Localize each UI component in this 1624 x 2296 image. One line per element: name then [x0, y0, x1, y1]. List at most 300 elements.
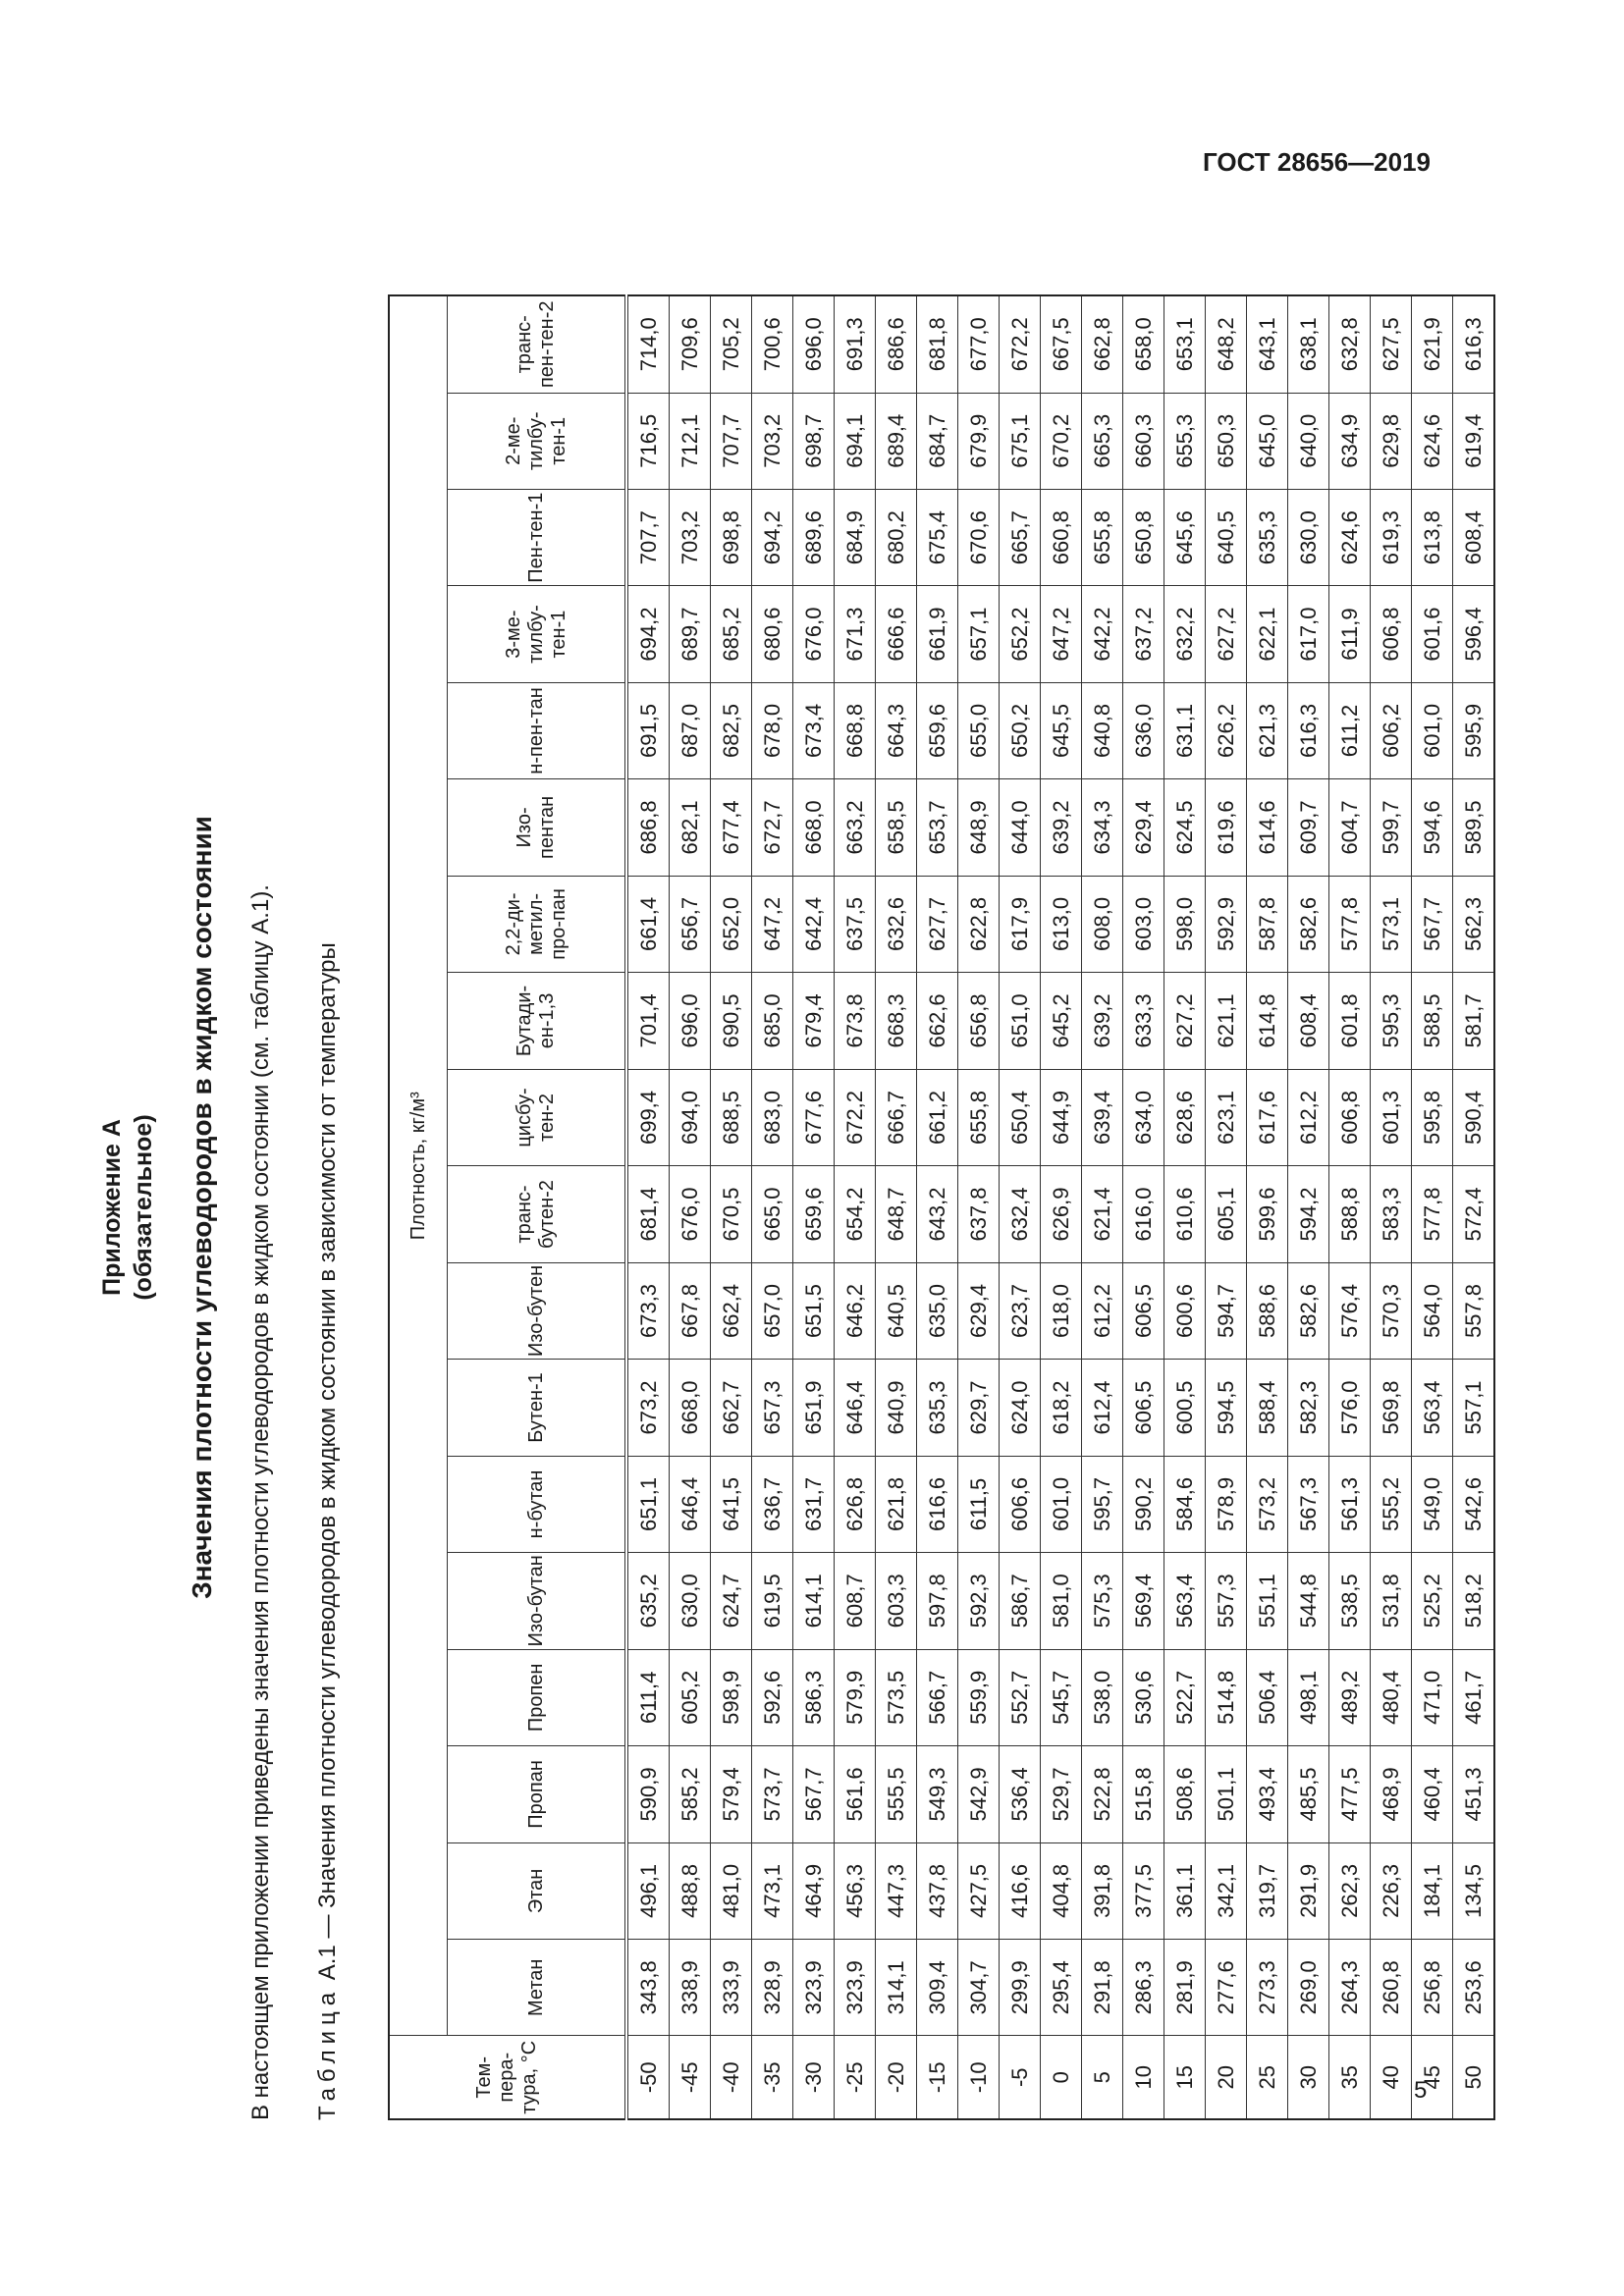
density-cell: 681,4	[626, 1166, 670, 1263]
density-cell: 361,1	[1164, 1842, 1206, 1939]
density-cell: 588,6	[1247, 1262, 1288, 1359]
temperature-cell: -45	[670, 2036, 711, 2119]
temperature-cell: -5	[1000, 2036, 1041, 2119]
density-cell: 629,8	[1371, 393, 1412, 489]
temperature-cell: -20	[876, 2036, 917, 2119]
density-cell: 184,1	[1412, 1842, 1453, 1939]
density-cell: 672,2	[835, 1069, 876, 1165]
density-cell: 655,8	[1082, 489, 1123, 585]
density-cell: 612,4	[1082, 1360, 1123, 1457]
density-cell: 614,8	[1247, 973, 1288, 1070]
density-cell: 687,0	[670, 682, 711, 778]
density-cell: 639,2	[1041, 779, 1082, 877]
density-cell: 608,0	[1082, 876, 1123, 972]
density-cell: 691,3	[835, 295, 876, 393]
density-cell: 134,5	[1453, 1842, 1495, 1939]
density-cell: 634,3	[1082, 779, 1123, 877]
density-cell: 671,3	[835, 586, 876, 682]
density-cell: 665,0	[752, 1166, 793, 1263]
density-cell: 673,8	[835, 973, 876, 1070]
density-cell: 555,2	[1371, 1456, 1412, 1552]
density-cell: 599,7	[1371, 779, 1412, 877]
temperature-cell: -40	[711, 2036, 752, 2119]
density-cell: 629,7	[958, 1360, 1000, 1457]
density-cell: 581,0	[1041, 1553, 1082, 1649]
density-cell: 624,6	[1329, 489, 1371, 585]
density-cell: 650,4	[1000, 1069, 1041, 1165]
density-cell: 600,5	[1164, 1360, 1206, 1457]
table-row	[1000, 295, 1041, 2119]
density-cell: 569,4	[1123, 1553, 1164, 1649]
density-cell: 613,8	[1412, 489, 1453, 585]
density-cell: 557,3	[1206, 1553, 1247, 1649]
density-cell: 651,9	[793, 1360, 835, 1457]
density-cell: 477,5	[1329, 1746, 1371, 1843]
density-cell: 514,8	[1206, 1649, 1247, 1746]
density-cell: 468,9	[1371, 1746, 1412, 1843]
column-header: Метан	[448, 1940, 627, 2036]
temperature-cell: -10	[958, 2036, 1000, 2119]
density-cell: 661,4	[626, 876, 670, 972]
density-cell: 343,8	[626, 1940, 670, 2036]
density-cell: 648,2	[1206, 295, 1247, 393]
density-cell: 614,6	[1247, 779, 1288, 877]
density-cell: 595,8	[1412, 1069, 1453, 1165]
density-cell: 291,8	[1082, 1940, 1123, 2036]
density-cell: 613,0	[1041, 876, 1082, 972]
density-cell: 634,9	[1329, 393, 1371, 489]
density-cell: 404,8	[1041, 1842, 1082, 1939]
density-cell: 588,5	[1412, 973, 1453, 1070]
density-cell: 694,2	[626, 586, 670, 682]
density-cell: 626,9	[1041, 1166, 1082, 1263]
table-row	[917, 295, 958, 2119]
density-cell: 590,2	[1123, 1456, 1164, 1552]
column-header: 2-ме-тилбу-тен-1	[448, 393, 627, 489]
density-cell: 690,5	[711, 973, 752, 1070]
density-cell: 309,4	[917, 1940, 958, 2036]
density-cell: 590,4	[1453, 1069, 1495, 1165]
density-cell: 323,9	[835, 1940, 876, 2036]
density-cell: 464,9	[793, 1842, 835, 1939]
density-cell: 338,9	[670, 1940, 711, 2036]
density-cell: 616,6	[917, 1456, 958, 1552]
density-cell: 655,8	[958, 1069, 1000, 1165]
density-cell: 333,9	[711, 1940, 752, 2036]
density-cell: 648,9	[958, 779, 1000, 877]
density-cell: 684,7	[917, 393, 958, 489]
density-cell: 588,4	[1247, 1360, 1288, 1457]
density-cell: 578,9	[1206, 1456, 1247, 1552]
density-cell: 596,4	[1453, 586, 1495, 682]
density-cell: 564,0	[1412, 1262, 1453, 1359]
density-cell: 542,6	[1453, 1456, 1495, 1552]
density-cell: 703,2	[752, 393, 793, 489]
density-cell: 573,5	[876, 1649, 917, 1746]
temperature-cell: 40	[1371, 2036, 1412, 2119]
density-cell: 630,0	[1288, 489, 1329, 585]
density-cell: 538,5	[1329, 1553, 1371, 1649]
density-cell: 586,7	[1000, 1553, 1041, 1649]
density-cell: 668,3	[876, 973, 917, 1070]
density-cell: 657,0	[752, 1262, 793, 1359]
density-cell: 635,0	[917, 1262, 958, 1359]
density-cell: 662,8	[1082, 295, 1123, 393]
density-cell: 606,8	[1329, 1069, 1371, 1165]
table-row	[1453, 295, 1495, 2119]
density-cell: 545,7	[1041, 1649, 1082, 1746]
column-header: Пропан	[448, 1746, 627, 1843]
column-header: Пропен	[448, 1649, 627, 1746]
density-cell: 437,8	[917, 1842, 958, 1939]
density-cell: 676,0	[670, 1166, 711, 1263]
density-cell: 677,6	[793, 1069, 835, 1165]
column-header: Изо-пентан	[448, 779, 627, 877]
density-cell: 488,8	[670, 1842, 711, 1939]
density-cell: 589,5	[1453, 779, 1495, 877]
column-header: Изо-бутан	[448, 1553, 627, 1649]
density-cell: 304,7	[958, 1940, 1000, 2036]
density-cell: 586,3	[793, 1649, 835, 1746]
density-cell: 696,0	[670, 973, 711, 1070]
density-cell: 680,2	[876, 489, 917, 585]
density-cell: 689,4	[876, 393, 917, 489]
density-cell: 576,4	[1329, 1262, 1371, 1359]
density-cell: 662,4	[711, 1262, 752, 1359]
density-cell: 323,9	[793, 1940, 835, 2036]
density-cell: 682,1	[670, 779, 711, 877]
temperature-cell: -15	[917, 2036, 958, 2119]
density-cell: 590,9	[626, 1746, 670, 1843]
density-cell: 585,2	[670, 1746, 711, 1843]
density-cell: 623,7	[1000, 1262, 1041, 1359]
density-cell: 627,2	[1206, 586, 1247, 682]
density-cell: 640,5	[876, 1262, 917, 1359]
density-cell: 701,4	[626, 973, 670, 1070]
density-cell: 226,3	[1371, 1842, 1412, 1939]
density-cell: 391,8	[1082, 1842, 1123, 1939]
density-cell: 659,6	[917, 682, 958, 778]
density-cell: 670,5	[711, 1166, 752, 1263]
density-cell: 689,6	[793, 489, 835, 585]
density-cell: 253,6	[1453, 1940, 1495, 2036]
density-cell: 549,3	[917, 1746, 958, 1843]
density-cell: 601,3	[1371, 1069, 1412, 1165]
density-cell: 471,0	[1412, 1649, 1453, 1746]
temperature-cell: 10	[1123, 2036, 1164, 2119]
density-cell: 579,9	[835, 1649, 876, 1746]
density-cell: 651,1	[626, 1456, 670, 1552]
density-cell: 522,8	[1082, 1746, 1123, 1843]
density-cell: 557,1	[1453, 1360, 1495, 1457]
density-cell: 264,3	[1329, 1940, 1371, 2036]
density-cell: 555,5	[876, 1746, 917, 1843]
density-cell: 664,3	[876, 682, 917, 778]
density-cell: 601,8	[1329, 973, 1371, 1070]
density-cell: 377,5	[1123, 1842, 1164, 1939]
density-cell: 688,5	[711, 1069, 752, 1165]
density-cell: 699,4	[626, 1069, 670, 1165]
column-header: Этан	[448, 1842, 627, 1939]
density-cell: 707,7	[711, 393, 752, 489]
table-row	[1329, 295, 1371, 2119]
density-cell: 481,0	[711, 1842, 752, 1939]
density-cell: 636,7	[752, 1456, 793, 1552]
density-cell: 694,0	[670, 1069, 711, 1165]
density-cell: 572,4	[1453, 1166, 1495, 1263]
density-cell: 612,2	[1082, 1262, 1123, 1359]
density-cell: 716,5	[626, 393, 670, 489]
density-cell: 617,9	[1000, 876, 1041, 972]
density-cell: 662,7	[711, 1360, 752, 1457]
density-cell: 621,8	[876, 1456, 917, 1552]
density-cell: 668,8	[835, 682, 876, 778]
column-header: 2,2-ди-метил-про-пан	[448, 876, 627, 972]
density-cell: 273,3	[1247, 1940, 1288, 2036]
density-cell: 648,7	[876, 1166, 917, 1263]
temperature-cell: 5	[1082, 2036, 1123, 2119]
page-number: 5	[1414, 2077, 1428, 2104]
density-cell: 691,5	[626, 682, 670, 778]
density-cell: 552,7	[1000, 1649, 1041, 1746]
density-cell: 542,9	[958, 1746, 1000, 1843]
density-cell: 525,2	[1412, 1553, 1453, 1649]
density-cell: 286,3	[1123, 1940, 1164, 2036]
density-cell: 650,3	[1206, 393, 1247, 489]
density-cell: 576,0	[1329, 1360, 1371, 1457]
density-cell: 675,1	[1000, 393, 1041, 489]
density-cell: 650,8	[1123, 489, 1164, 585]
density-cell: 626,8	[835, 1456, 876, 1552]
density-cell: 673,3	[626, 1262, 670, 1359]
density-cell: 685,2	[711, 586, 752, 682]
density-cell: 647,2	[752, 876, 793, 972]
density-cell: 631,1	[1164, 682, 1206, 778]
density-cell: 314,1	[876, 1940, 917, 2036]
table-caption-text: А.1 — Значения плотности углеводородов в жидком состоянии в зависимости от температуры	[314, 942, 341, 1987]
density-cell: 581,7	[1453, 973, 1495, 1070]
temperature-cell: 45	[1412, 2036, 1453, 2119]
density-cell: 496,1	[626, 1842, 670, 1939]
density-cell: 673,4	[793, 682, 835, 778]
density-cell: 577,8	[1412, 1166, 1453, 1263]
density-cell: 651,0	[1000, 973, 1041, 1070]
rotated-page-content	[98, 294, 1486, 2120]
density-cell: 635,3	[1247, 489, 1288, 585]
column-header: н-пен-тан	[448, 682, 627, 778]
density-cell: 679,4	[793, 973, 835, 1070]
density-cell: 642,2	[1082, 586, 1123, 682]
table-row	[958, 295, 1000, 2119]
density-cell: 608,7	[835, 1553, 876, 1649]
density-cell: 567,3	[1288, 1456, 1329, 1552]
density-cell: 657,1	[958, 586, 1000, 682]
density-cell: 668,0	[670, 1360, 711, 1457]
density-cell: 645,0	[1247, 393, 1288, 489]
density-cell: 639,2	[1082, 973, 1123, 1070]
density-cell: 635,2	[626, 1553, 670, 1649]
density-cell: 567,7	[793, 1746, 835, 1843]
density-cell: 562,3	[1453, 876, 1495, 972]
temperature-cell: 50	[1453, 2036, 1495, 2119]
density-cell: 619,3	[1371, 489, 1412, 585]
density-cell: 672,7	[752, 779, 793, 877]
table-row	[1288, 295, 1329, 2119]
table-row	[835, 295, 876, 2119]
density-cell: 603,0	[1123, 876, 1164, 972]
density-cell: 652,2	[1000, 586, 1041, 682]
density-cell: 501,1	[1206, 1746, 1247, 1843]
density-cell: 597,8	[917, 1553, 958, 1649]
density-cell: 262,3	[1329, 1842, 1371, 1939]
density-cell: 587,8	[1247, 876, 1288, 972]
density-cell: 686,8	[626, 779, 670, 877]
temperature-cell: -35	[752, 2036, 793, 2119]
temperature-header: Тем-пера-тура, °С	[389, 2036, 626, 2119]
density-cell: 632,8	[1329, 295, 1371, 393]
density-cell: 611,2	[1329, 682, 1371, 778]
temperature-cell: 20	[1206, 2036, 1247, 2119]
density-cell: 623,1	[1206, 1069, 1247, 1165]
density-cell: 632,2	[1164, 586, 1206, 682]
density-cell: 700,6	[752, 295, 793, 393]
density-cell: 696,0	[793, 295, 835, 393]
density-cell: 618,2	[1041, 1360, 1082, 1457]
density-cell: 451,3	[1453, 1746, 1495, 1843]
density-cell: 599,6	[1247, 1166, 1288, 1263]
density-cell: 485,5	[1288, 1746, 1329, 1843]
temperature-cell: 35	[1329, 2036, 1371, 2119]
density-cell: 658,0	[1123, 295, 1164, 393]
density-cell: 594,7	[1206, 1262, 1247, 1359]
density-cell: 632,6	[876, 876, 917, 972]
density-cell: 640,9	[876, 1360, 917, 1457]
table-row	[1082, 295, 1123, 2119]
density-cell: 646,2	[835, 1262, 876, 1359]
intro-paragraph: В настоящем приложении приведены значения плотности углеводородов в жидком состоянии (см. таблицу А.1).	[247, 884, 274, 2120]
density-cell: 644,9	[1041, 1069, 1082, 1165]
density-cell: 570,3	[1371, 1262, 1412, 1359]
density-cell: 281,9	[1164, 1940, 1206, 2036]
density-cell: 427,5	[958, 1842, 1000, 1939]
density-cell: 670,2	[1041, 393, 1082, 489]
density-cell: 639,4	[1082, 1069, 1123, 1165]
density-cell: 631,7	[793, 1456, 835, 1552]
density-cell: 594,5	[1206, 1360, 1247, 1457]
temperature-cell: -50	[626, 2036, 670, 2119]
density-cell: 582,6	[1288, 876, 1329, 972]
density-cell: 456,3	[835, 1842, 876, 1939]
density-cell: 617,0	[1288, 586, 1329, 682]
table-row	[1206, 295, 1247, 2119]
temperature-cell: -25	[835, 2036, 876, 2119]
density-cell: 667,8	[670, 1262, 711, 1359]
density-cell: 622,8	[958, 876, 1000, 972]
density-cell: 652,0	[711, 876, 752, 972]
density-cell: 617,6	[1247, 1069, 1288, 1165]
density-cell: 659,6	[793, 1166, 835, 1263]
density-cell: 667,5	[1041, 295, 1082, 393]
density-cell: 665,7	[1000, 489, 1041, 585]
column-header: цисбу-тен-2	[448, 1069, 627, 1165]
density-cell: 616,3	[1453, 295, 1495, 393]
density-cell: 662,6	[917, 973, 958, 1070]
density-cell: 604,7	[1329, 779, 1371, 877]
density-cell: 656,7	[670, 876, 711, 972]
table-row	[670, 295, 711, 2119]
density-cell: 626,2	[1206, 682, 1247, 778]
column-header: Бутен-1	[448, 1360, 627, 1457]
density-cell: 536,4	[1000, 1746, 1041, 1843]
density-cell: 544,8	[1288, 1553, 1329, 1649]
density-cell: 712,1	[670, 393, 711, 489]
density-cell: 641,5	[711, 1456, 752, 1552]
density-cell: 629,4	[1123, 779, 1164, 877]
density-cell: 677,0	[958, 295, 1000, 393]
density-cell: 703,2	[670, 489, 711, 585]
density-cell: 647,2	[1041, 586, 1082, 682]
density-cell: 256,8	[1412, 1940, 1453, 2036]
density-cell: 661,9	[917, 586, 958, 682]
density-cell: 680,6	[752, 586, 793, 682]
density-cell: 530,6	[1123, 1649, 1164, 1746]
density-cell: 640,5	[1206, 489, 1247, 585]
density-cell: 594,2	[1288, 1166, 1329, 1263]
density-cell: 637,5	[835, 876, 876, 972]
density-cell: 684,9	[835, 489, 876, 585]
density-cell: 416,6	[1000, 1842, 1041, 1939]
density-cell: 601,0	[1041, 1456, 1082, 1552]
density-cell: 636,0	[1123, 682, 1164, 778]
density-cell: 646,4	[835, 1360, 876, 1457]
column-header: 3-ме-тилбу-тен-1	[448, 586, 627, 682]
density-cell: 676,0	[793, 586, 835, 682]
density-cell: 557,8	[1453, 1262, 1495, 1359]
density-cell: 637,2	[1123, 586, 1164, 682]
document-code: ГОСТ 28656—2019	[1203, 147, 1431, 177]
density-cell: 619,4	[1453, 393, 1495, 489]
density-cell: 634,0	[1123, 1069, 1164, 1165]
density-cell: 575,3	[1082, 1553, 1123, 1649]
density-cell: 594,6	[1412, 779, 1453, 877]
density-cell: 694,1	[835, 393, 876, 489]
density-cell: 269,0	[1288, 1940, 1329, 2036]
density-cell: 319,7	[1247, 1842, 1288, 1939]
density-cell: 665,3	[1082, 393, 1123, 489]
density-cell: 621,4	[1082, 1166, 1123, 1263]
temperature-cell: 0	[1041, 2036, 1082, 2119]
density-cell: 683,0	[752, 1069, 793, 1165]
density-cell: 295,4	[1041, 1940, 1082, 2036]
density-cell: 682,5	[711, 682, 752, 778]
density-cell: 551,1	[1247, 1553, 1288, 1649]
table-row	[876, 295, 917, 2119]
density-cell: 618,0	[1041, 1262, 1082, 1359]
density-cell: 653,1	[1164, 295, 1206, 393]
density-cell: 616,0	[1123, 1166, 1164, 1263]
density-cell: 627,5	[1371, 295, 1412, 393]
table-row	[711, 295, 752, 2119]
density-cell: 622,1	[1247, 586, 1288, 682]
density-cell: 595,3	[1371, 973, 1412, 1070]
density-cell: 628,6	[1164, 1069, 1206, 1165]
density-cell: 342,1	[1206, 1842, 1247, 1939]
density-cell: 677,4	[711, 779, 752, 877]
density-cell: 658,5	[876, 779, 917, 877]
density-cell: 549,0	[1412, 1456, 1453, 1552]
density-cell: 643,1	[1247, 295, 1288, 393]
density-cell: 579,4	[711, 1746, 752, 1843]
